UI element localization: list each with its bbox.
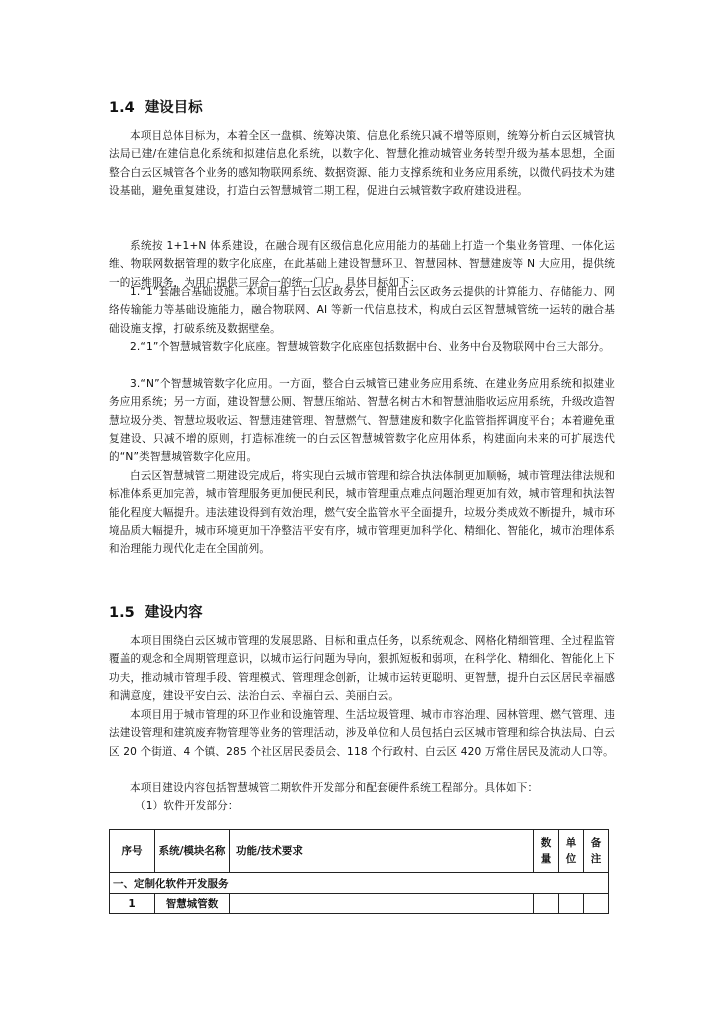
paragraph: 本项目用于城市管理的环卫作业和设施管理、生活垃圾管理、城市市容治理、园林管理、燃气管理、违法建设管理和建筑废弃物管理等业务的管理活动，涉及单位和人员包括白云区城市管理和综合执法局、白云区 20 个街道、4 个镇、285 个社区居民委员会、118 个行政村、白云区 420 万常住居民及流动人口等。 — [109, 709, 615, 758]
cell-module: 智慧城管数 — [155, 894, 230, 914]
cell-note — [584, 894, 609, 914]
table-row — [110, 894, 609, 914]
section-heading-1-4 — [109, 96, 203, 117]
section-heading-1-5 — [109, 601, 203, 622]
table-section-row — [110, 873, 609, 894]
paragraph: 系统按 1+1+N 体系建设，在融合现有区级信息化应用能力的基础上打造一个集业务管理、一体化运维、物联网数据管理的数字化底座，在此基础上建设智慧环卫、智慧园林、智慧建废等 N 大应用，提供统一的运维服务，为用户提供三屏合一的统一门户。具体目标如下： — [109, 240, 615, 289]
paragraph: 白云区智慧城管二期建设完成后，将实现白云城市管理和综合执法体制更加顺畅，城市管理法律法规和标准体系更加完善，城市管理服务更加便民利民，城市管理重点难点问题治理更加有效，城市管理和执法智能化程度大幅提升。违法建设得到有效治理，燃气安全监管水平全面提升，垃圾分类成效不断提升，城市环境品质大幅提升，城市环境更加干净整洁平安有序，城市管理更加科学化、精细化、智能化，城市治理体系和治理能力现代化走在全国前列。 — [109, 470, 615, 556]
section-number: 1.4 — [109, 100, 135, 116]
table-header-row — [110, 830, 609, 873]
software-spec-table — [109, 829, 609, 914]
header-function: 功能/技术要求 — [230, 830, 534, 873]
cell-unit — [559, 894, 584, 914]
header-unit: 单位 — [559, 830, 584, 873]
header-no: 序号 — [110, 830, 155, 873]
cell-function — [230, 894, 534, 914]
cell-no: 1 — [110, 894, 155, 914]
header-quantity: 数量 — [534, 830, 559, 873]
paragraph: 本项目总体目标为，本着全区一盘棋、统筹决策、信息化系统只减不增等原则，统筹分析白云区城管执法局已建/在建信息化系统和拟建信息化系统，以数字化、智慧化推动城管业务转型升级为基本思想，全面整合白云区城管各个业务的感知物联网系统、数据资源、能力支撑系统和业务应用系统，以微代码技术为建设基础，避免重复建设，打造白云智慧城管二期工程，促进白云城管数字政府建设进程。 — [109, 130, 615, 197]
header-note: 备注 — [584, 830, 609, 873]
paragraph: （1）软件开发部分： — [135, 800, 239, 812]
paragraph: 本项目围绕白云区城市管理的发展思路、目标和重点任务，以系统观念、网格化精细管理、全过程监管覆盖的观念和全周期管理意识，以城市运行问题为导向，狠抓短板和弱项，在科学化、精细化、智能化上下功夫，推动城市管理手段、管理模式、管理理念创新，让城市运转更聪明、更智慧，提升白云区居民幸福感和满意度，建设平安白云、法治白云、幸福白云、美丽白云。 — [109, 635, 615, 702]
section-row-label: 一、定制化软件开发服务 — [110, 873, 609, 894]
paragraph: 本项目建设内容包括智慧城管二期软件开发部分和配套硬件系统工程部分。具体如下： — [130, 782, 539, 794]
section-title: 建设内容 — [144, 605, 203, 621]
section-title: 建设目标 — [144, 100, 203, 116]
section-number: 1.5 — [109, 605, 135, 621]
cell-quantity — [534, 894, 559, 914]
paragraph: 1.“1”套融合基础设施。本项目基于白云区政务云，使用白云区政务云提供的计算能力、存储能力、网络传输能力等基础设施能力，融合物联网、AI 等新一代信息技术，构成白云区智慧城管统一运转的融合基础设施支撑，打破系统及数据壁垒。 — [109, 286, 615, 335]
paragraph: 3.“N”个智慧城管数字化应用。一方面，整合白云城管已建业务应用系统、在建业务应用系统和拟建业务应用系统；另一方面，建设智慧公厕、智慧压缩站、智慧名树古木和智慧油脂收运应用系统，升级改造智慧垃圾分类、智慧垃圾收运、智慧违建管理、智慧燃气、智慧建废和数字化监管指挥调度平台；本着避免重复建设、只减不增的原则，打造标准统一的白云区智慧城管数字化应用体系，构建面向未来的可扩展迭代的“N”类智慧城管数字化应用。 — [109, 378, 615, 464]
paragraph: 2.“1”个智慧城管数字化底座。智慧城管数字化底座包括数据中台、业务中台及物联网中台三大部分。 — [130, 341, 610, 353]
header-module: 系统/模块名称 — [155, 830, 230, 873]
